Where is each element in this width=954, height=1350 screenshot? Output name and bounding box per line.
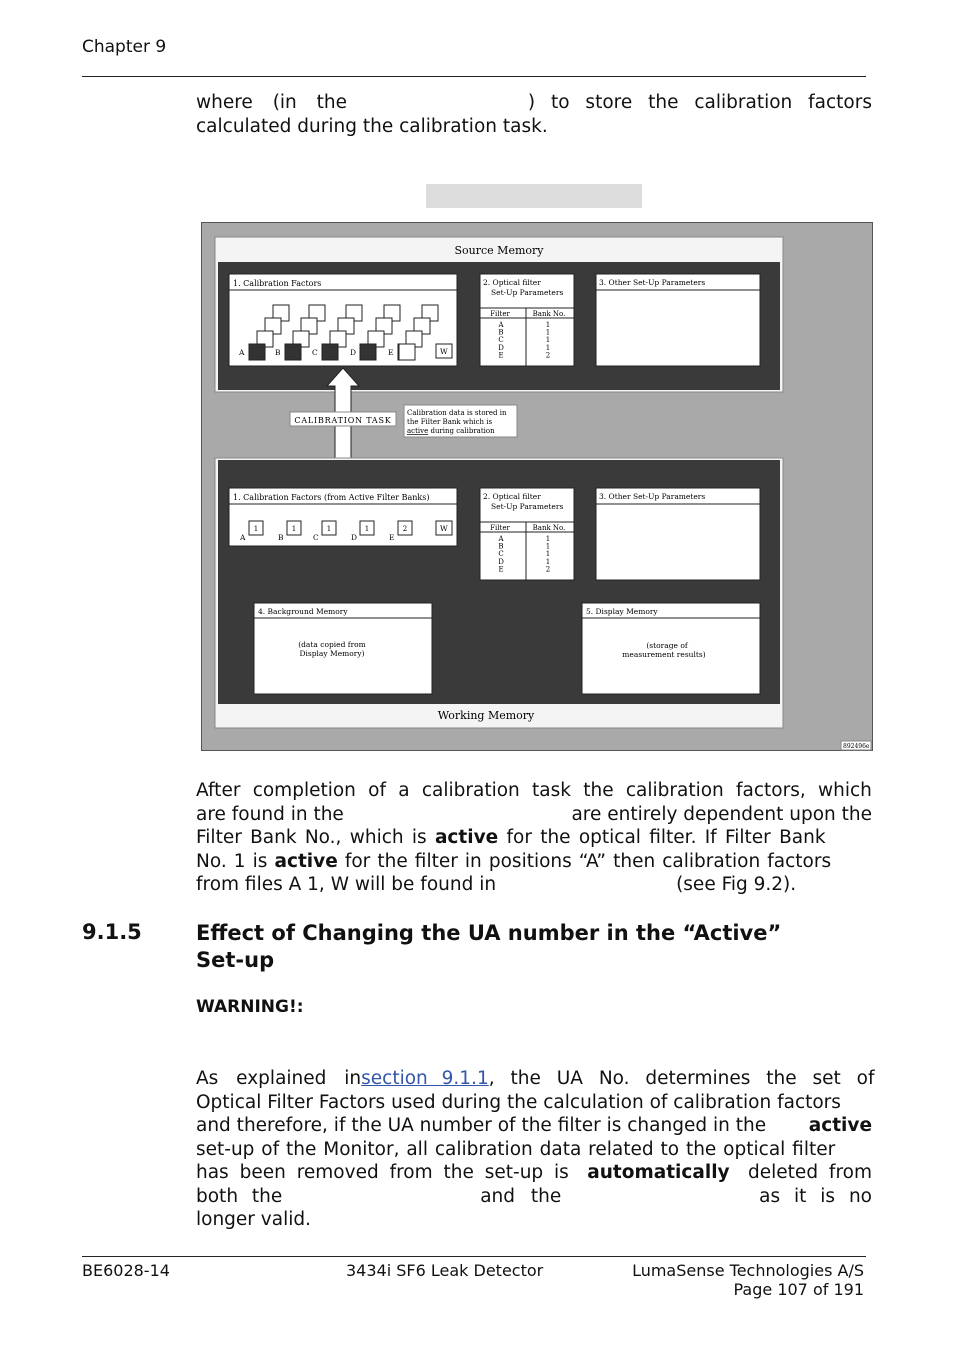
para3-line-2: Optical Filter Factors used during the calculation of calibration factors: [196, 1091, 841, 1113]
filter-cell: C: [498, 336, 504, 345]
figure-caption-placeholder: [426, 184, 642, 208]
para2-word: factors,: [736, 780, 806, 801]
bank-column-header: Bank No.: [532, 310, 566, 318]
bank-cell: 1: [545, 550, 551, 559]
section-title-line-2: Set-up: [196, 948, 275, 972]
background-memory-text-2: Display Memory): [299, 649, 365, 658]
source-memory-label: Source Memory: [454, 244, 544, 257]
para2-word: of: [368, 780, 386, 801]
intro-line-1: [196, 91, 872, 115]
para3-line-4: set-up of the Monitor, all calibration data related to the optical filter: [196, 1138, 836, 1160]
w-square-empty: [399, 344, 415, 360]
para2-line-5-a: from files A 1, W will be found in: [196, 874, 497, 895]
filter-cell: E: [498, 565, 504, 574]
intro-paragraph: [196, 91, 872, 138]
note-line-2: the Filter Bank which is: [407, 418, 493, 426]
background-memory-title: 4. Background Memory: [258, 607, 348, 616]
working-position-label: C: [313, 533, 319, 542]
memory-diagram: [201, 222, 873, 751]
para3-line-5-a: has been removed from the set-up is: [196, 1162, 569, 1183]
working-optical-title-1: 2. Optical filter: [483, 492, 541, 501]
display-memory-text-1: (storage of: [646, 641, 688, 650]
ua-change-paragraph: [196, 1067, 875, 1232]
para2-line-2: [196, 803, 872, 827]
display-memory-title: 5. Display Memory: [586, 607, 658, 616]
working-filter-header: Filter: [490, 524, 510, 532]
working-factor-value: 1: [364, 525, 370, 533]
working-w-label: W: [440, 524, 448, 533]
note-line-3: [407, 427, 495, 435]
para2-word: calibration: [625, 780, 724, 801]
para2-line-4-a: No. 1 is: [196, 850, 275, 872]
para2-line-5-b: (see Fig 9.2).: [676, 874, 797, 895]
position-label: E: [388, 348, 394, 357]
para3-line-6-b: and the: [480, 1185, 562, 1207]
para2-word: calibration: [421, 780, 520, 801]
bank-cell: 2: [545, 351, 551, 360]
filter-cell: C: [498, 550, 504, 559]
note-active: active: [407, 427, 429, 435]
para2-active-1: active: [434, 827, 499, 848]
bank-cell: 1: [545, 535, 551, 543]
footer-company: LumaSense Technologies A/S: [632, 1261, 864, 1280]
bank-cell: 1: [545, 336, 551, 345]
header-rule: [82, 76, 866, 77]
optical-filter-title-1: 2. Optical filter: [483, 278, 541, 287]
para2-line-5: [196, 873, 872, 897]
position-label: C: [312, 348, 318, 357]
calibration-result-paragraph: [196, 779, 872, 897]
para2-word: After: [196, 780, 241, 801]
background-memory-text-1: (data copied from: [298, 640, 366, 649]
para2-line-3: [196, 826, 872, 850]
para2-word: a: [398, 780, 410, 801]
chapter-header: Chapter 9: [82, 37, 167, 57]
footer-doc-id: BE6028-14: [82, 1261, 170, 1280]
para3-line-1: [196, 1067, 875, 1091]
para3-automatically: automatically: [587, 1162, 730, 1183]
calibration-factors-title: 1. Calibration Factors: [233, 279, 322, 288]
filter-cell: E: [498, 351, 504, 360]
filter-cell: D: [498, 557, 504, 566]
working-factor-value: 1: [326, 525, 332, 533]
para2-line-2-a: are found in the: [196, 803, 344, 825]
para2-word: completion: [252, 780, 356, 801]
para3-line-5: [196, 1161, 872, 1185]
working-position-label: E: [389, 533, 395, 542]
bank-cell: 2: [545, 565, 551, 574]
intro-line-1-a: where (in the: [196, 92, 348, 113]
other-setup-box: [596, 274, 760, 366]
working-factor-value: 2: [402, 525, 408, 533]
para2-line-3-a: Filter Bank No., which is: [196, 827, 435, 848]
factor-file-square: [285, 344, 301, 360]
para2-line-4-b: for the filter in positions “A” then calibration factors: [337, 850, 832, 872]
para2-active-2: active: [274, 850, 338, 872]
note-line-1: Calibration data is stored in: [407, 409, 507, 417]
other-setup-title: 3. Other Set-Up Parameters: [599, 278, 706, 287]
footer-page: Page 107 of 191: [733, 1280, 864, 1299]
para3-line-6-c: as it is no: [759, 1185, 872, 1207]
position-label: A: [239, 348, 245, 357]
para2-word: which: [817, 780, 872, 801]
working-factor-value: 1: [253, 525, 259, 533]
filter-cell: A: [498, 535, 504, 543]
working-memory-label: Working Memory: [437, 709, 535, 722]
para2-line-2-b: are entirely dependent upon the: [571, 803, 872, 825]
position-label: B: [275, 348, 281, 357]
bank-cell: 1: [545, 343, 551, 352]
note-line-3-rest: during calibration: [428, 427, 495, 435]
bank-cell: 1: [545, 542, 551, 551]
para3-line-6-a: both the: [196, 1185, 283, 1207]
warning-label: WARNING!:: [196, 997, 304, 1017]
factor-file-square: [360, 344, 376, 360]
working-bank-header: Bank No.: [532, 524, 566, 532]
optical-filter-title-2: Set-Up Parameters: [491, 288, 564, 297]
factor-file-square: [249, 344, 265, 360]
footer-product: 3434i SF6 Leak Detector: [346, 1261, 544, 1280]
filter-cell: B: [498, 542, 504, 551]
filter-column-header: Filter: [490, 310, 510, 318]
section-title: [196, 920, 872, 974]
calibration-task-label: CALIBRATION TASK: [294, 416, 392, 425]
position-label: D: [350, 348, 357, 357]
para2-line-3-b: for the optical filter. If Filter Bank: [498, 827, 826, 848]
para2-word: the: [583, 780, 614, 801]
working-factor-value: 1: [291, 525, 297, 533]
para3-line-1-b: , the UA No. determines the set of: [488, 1068, 875, 1089]
factor-file-square: [322, 344, 338, 360]
para3-line-5-b: deleted from: [748, 1162, 872, 1183]
bank-cell: 1: [545, 328, 551, 337]
filter-cell: B: [498, 328, 504, 337]
para3-line-6: [196, 1185, 872, 1209]
working-position-label: D: [351, 533, 358, 542]
w-label: W: [440, 347, 448, 356]
intro-line-1-b: ) to store the calibration factors: [527, 92, 872, 113]
para3-line-1-a: As explained in: [196, 1068, 362, 1089]
section-number: 9.1.5: [82, 920, 142, 944]
filter-cell: D: [498, 343, 504, 352]
footer-rule: [82, 1256, 866, 1257]
memory-diagram-svg: [201, 222, 873, 751]
figure-id: 892496e: [843, 743, 870, 750]
working-optical-title-2: Set-Up Parameters: [491, 502, 564, 511]
working-other-setup-box: [596, 488, 760, 580]
bank-cell: 1: [545, 321, 551, 329]
para2-word: task: [532, 780, 571, 801]
filter-cell: A: [498, 321, 504, 329]
working-position-label: A: [240, 533, 246, 542]
para2-line-1: [196, 779, 872, 803]
section-title-line-1: Effect of Changing the UA number in the “Active”: [196, 921, 782, 945]
working-position-label: B: [278, 533, 284, 542]
bank-cell: 1: [545, 557, 551, 566]
para2-line-4: [196, 850, 872, 874]
display-memory-text-2: measurement results): [622, 650, 706, 659]
para3-line-3-a: and therefore, if the UA number of the filter is changed in the: [196, 1115, 767, 1136]
para3-active: active: [808, 1115, 872, 1136]
working-calibration-title: 1. Calibration Factors (from Active Filter Banks): [233, 493, 430, 502]
para3-line-3: [196, 1114, 872, 1138]
working-other-setup-title: 3. Other Set-Up Parameters: [599, 492, 706, 501]
section-9-1-1-link[interactable]: section 9.1.1: [361, 1068, 489, 1089]
intro-line-2: calculated during the calibration task.: [196, 115, 548, 137]
para3-line-7: longer valid.: [196, 1209, 311, 1230]
